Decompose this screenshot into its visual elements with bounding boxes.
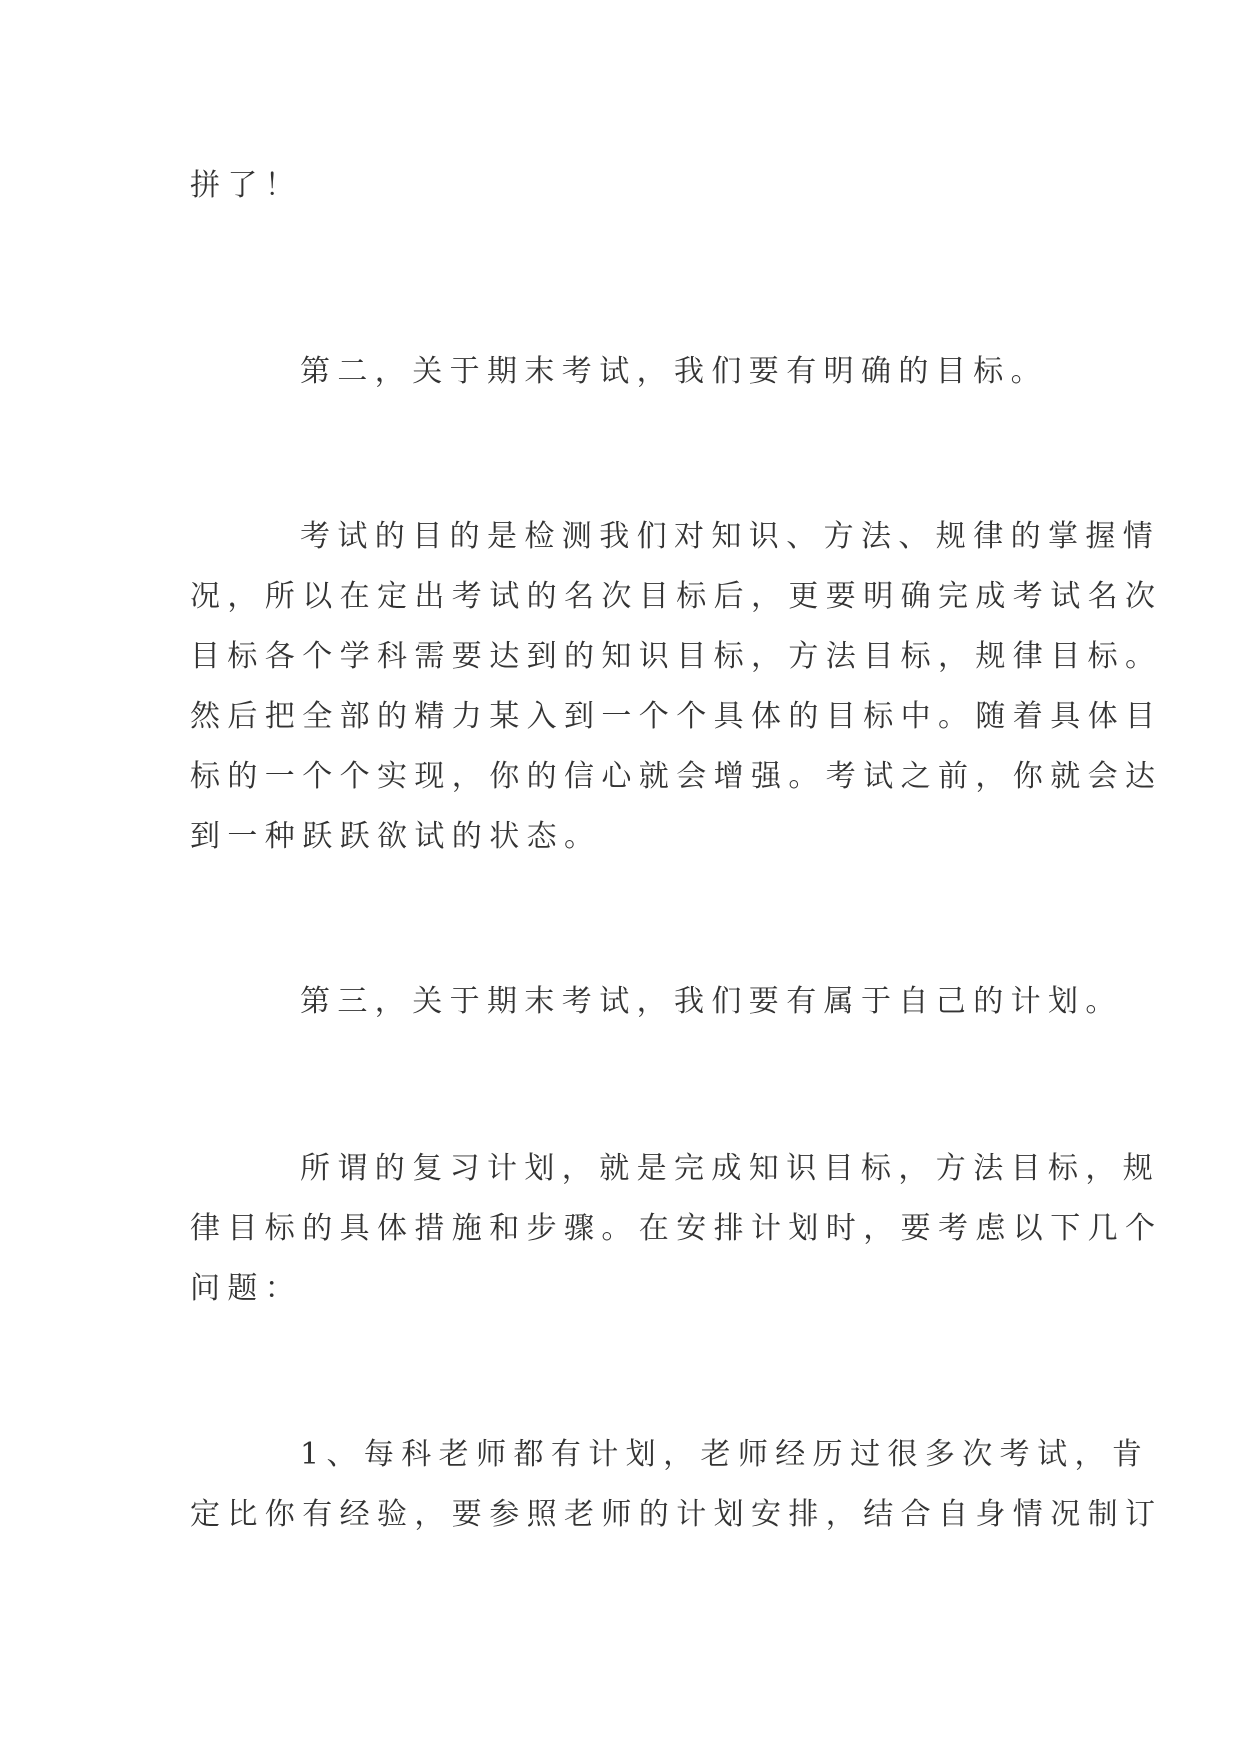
section-heading: 第三，关于期末考试，我们要有属于自己的计划。 — [300, 984, 1123, 1019]
text-line: 况，所以在定出考试的名次目标后，更要明确完成考试名次 — [190, 579, 1163, 614]
text-line: 律目标的具体措施和步骤。在安排计划时，要考虑以下几个 — [190, 1211, 1163, 1246]
text-line: 问题： — [190, 1271, 303, 1306]
text-line: 然后把全部的精力某入到一个个具体的目标中。随着具体目 — [190, 699, 1163, 734]
section-heading: 第二，关于期末考试，我们要有明确的目标。 — [300, 354, 1048, 389]
text-line: 考试的目的是检测我们对知识、方法、规律的掌握情 — [300, 519, 1161, 554]
text-line: 拼了！ — [190, 168, 303, 203]
text-line: 标的一个个实现，你的信心就会增强。考试之前，你就会达 — [190, 759, 1163, 794]
text-line: 定比你有经验，要参照老师的计划安排，结合自身情况制订 — [190, 1497, 1163, 1532]
text-line: 1、每科老师都有计划，老师经历过很多次考试，肯 — [300, 1437, 1150, 1472]
text-line: 目标各个学科需要达到的知识目标，方法目标，规律目标。 — [190, 639, 1163, 674]
text-line: 到一种跃跃欲试的状态。 — [190, 819, 602, 854]
text-line: 所谓的复习计划，就是完成知识目标，方法目标，规 — [300, 1151, 1161, 1186]
